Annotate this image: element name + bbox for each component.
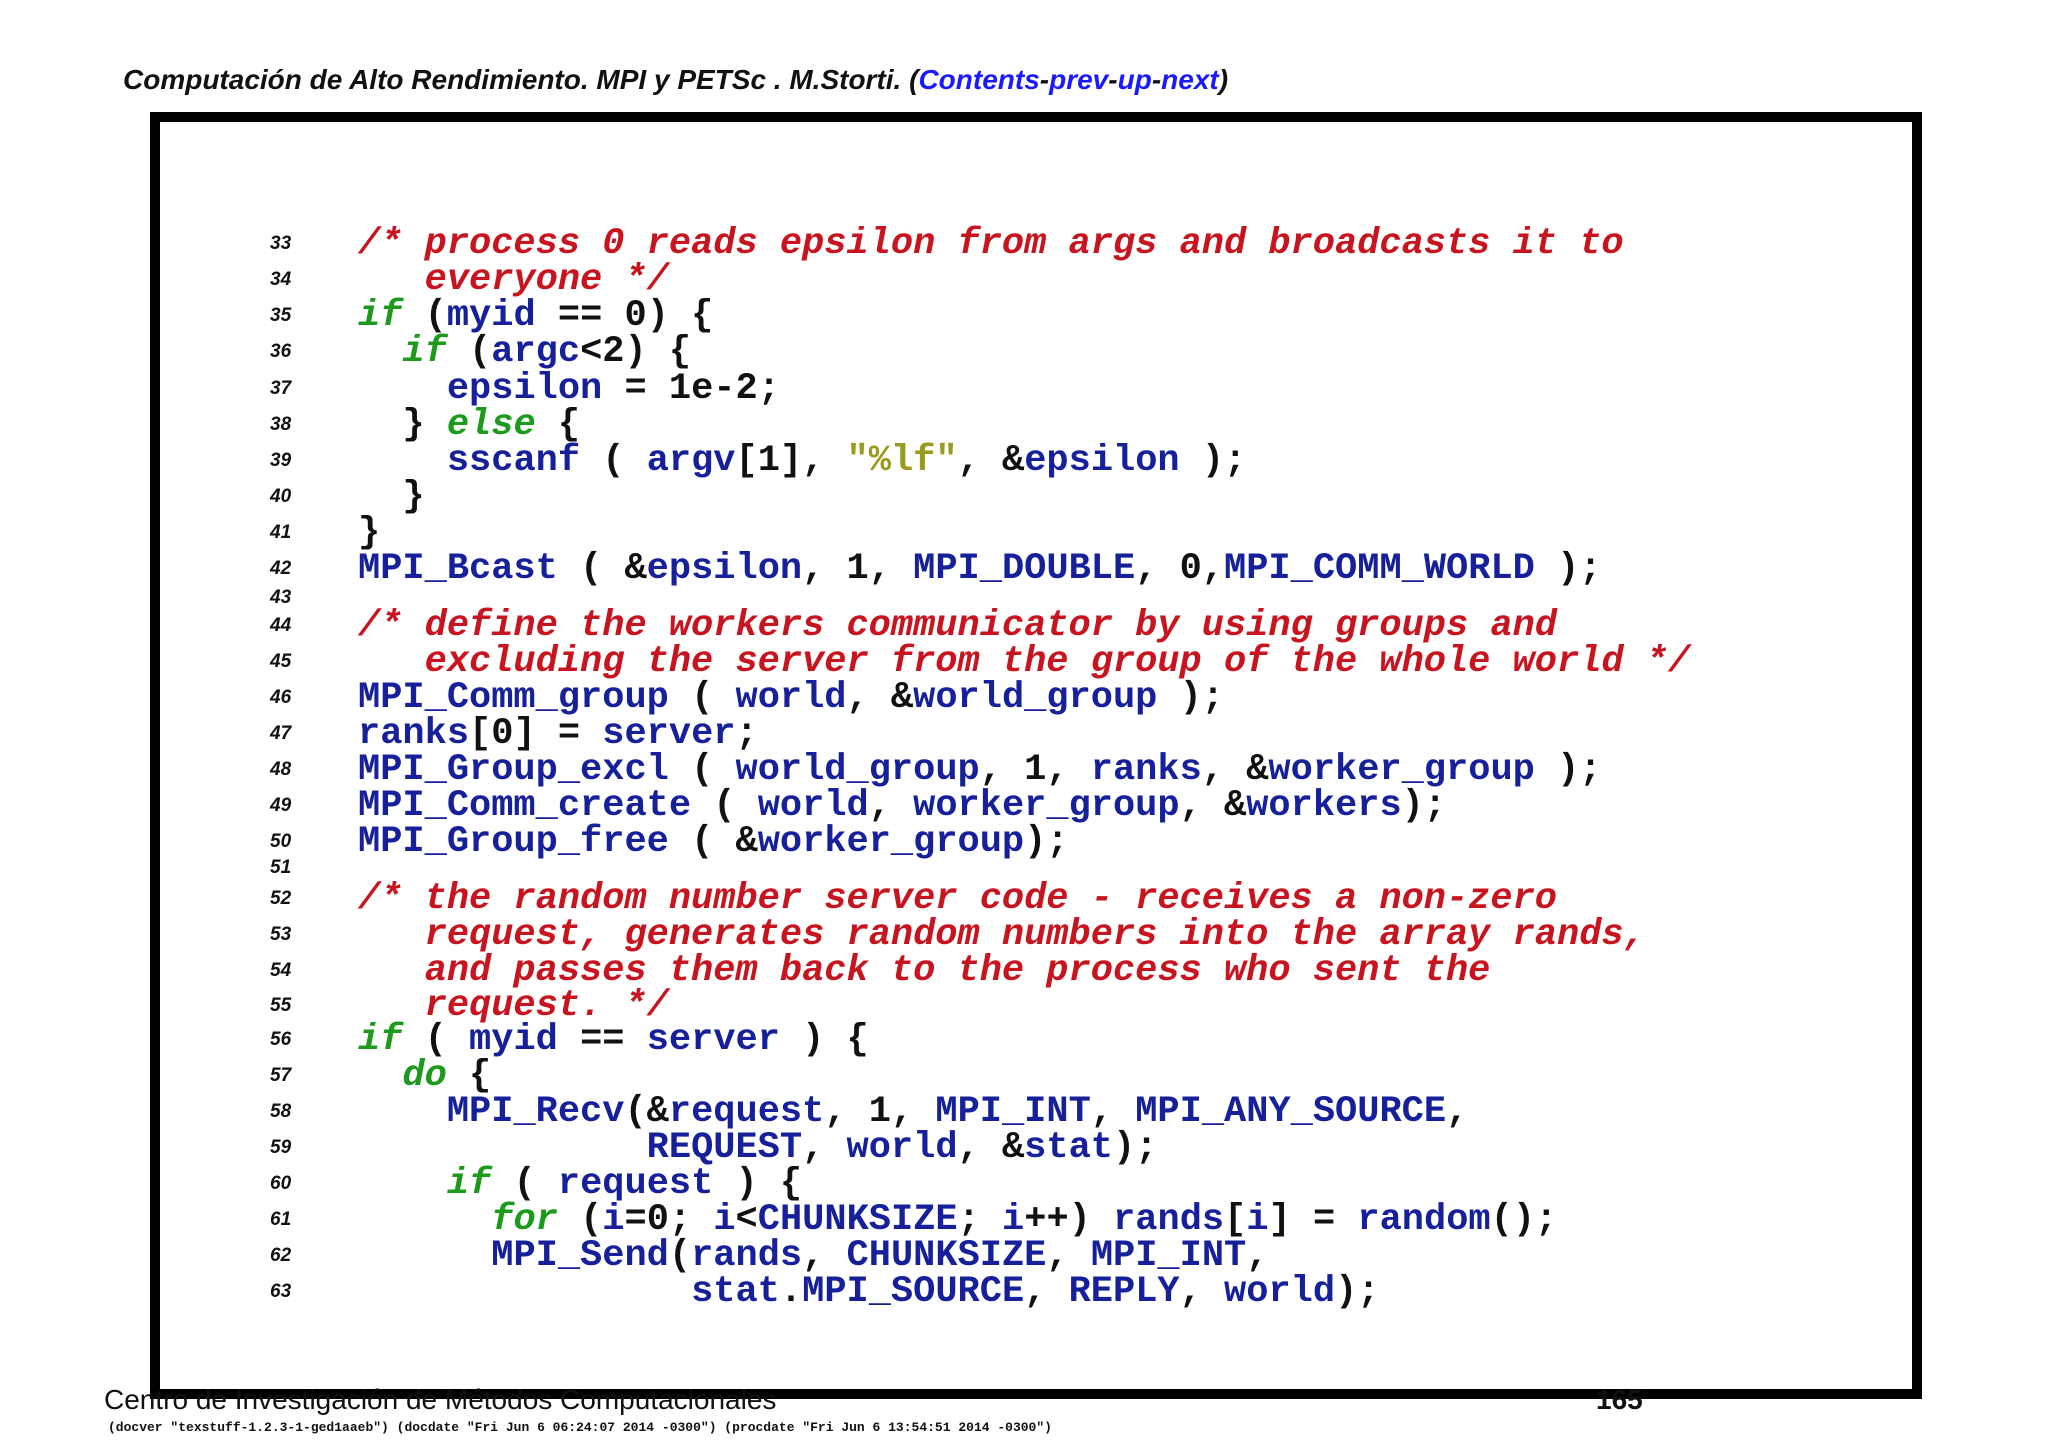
code-token: rands (691, 1235, 803, 1277)
code-token: , (1046, 1235, 1091, 1277)
code-token: "%lf" (846, 440, 958, 482)
code-text (358, 1056, 491, 1096)
code-token: , (868, 785, 914, 827)
code-token: , (802, 1235, 847, 1277)
code-token: stat (1024, 1127, 1113, 1169)
code-token: server (602, 713, 736, 755)
line-number: 51 (270, 857, 292, 878)
code-token: == (557, 1019, 647, 1061)
line-number: 57 (270, 1065, 292, 1086)
code-token: == 0) { (535, 295, 714, 337)
code-token: { (535, 404, 581, 446)
nav-next-link[interactable]: next (1161, 64, 1219, 95)
code-token (358, 1271, 691, 1313)
code-token: rands (1113, 1199, 1225, 1241)
code-token: , 1, (824, 1091, 936, 1133)
line-number: 45 (270, 651, 292, 672)
code-token: ( (446, 331, 492, 373)
code-token: ( & (668, 821, 758, 863)
code-token: ); (1179, 440, 1247, 482)
code-token: i (1246, 1199, 1269, 1241)
code-token: , 0, (1135, 548, 1225, 590)
code-token: ++) (1024, 1199, 1114, 1241)
code-token: , (1446, 1091, 1469, 1133)
line-number: 61 (270, 1209, 292, 1230)
code-token: , & (957, 440, 1025, 482)
line-number: 58 (270, 1101, 292, 1122)
code-token: , (1179, 1271, 1225, 1313)
code-token: world (735, 677, 847, 719)
code-text (358, 477, 425, 517)
code-token: { (446, 1055, 492, 1097)
footer-institution: Centro de Investigación de Métodos Computacionales (104, 1384, 777, 1415)
code-token: , (1246, 1235, 1269, 1277)
code-text (358, 260, 669, 300)
line-number: 41 (270, 522, 292, 543)
code-token: worker_group (1268, 749, 1535, 791)
nav-contents-link[interactable]: Contents (918, 64, 1040, 95)
code-token: MPI_Comm_create (358, 785, 692, 827)
code-token: ranks (358, 713, 470, 755)
code-token: ranks (1090, 749, 1202, 791)
line-number: 60 (270, 1173, 292, 1194)
line-number: 63 (270, 1281, 292, 1302)
code-token: ( (668, 749, 736, 791)
code-text (358, 332, 691, 372)
code-token: , (1024, 1271, 1069, 1313)
line-number: 36 (270, 341, 292, 362)
code-token: MPI_SOURCE (802, 1271, 1025, 1313)
code-token: CHUNKSIZE (846, 1235, 1047, 1277)
code-token: } (358, 512, 381, 554)
nav-up-link[interactable]: up (1117, 64, 1152, 95)
code-token: ); (1534, 548, 1602, 590)
code-token: ); (1401, 785, 1447, 827)
slide-frame (150, 112, 1922, 1399)
code-token: request, generates random numbers into the array rands, (358, 914, 1646, 956)
code-text (358, 296, 713, 336)
code-token: [0] = (469, 713, 603, 755)
line-number: 34 (270, 269, 292, 290)
code-token: world_group (913, 677, 1158, 719)
code-token: MPI_Group_excl (358, 749, 669, 791)
code-token: myid (469, 1019, 558, 1061)
nav-sep: - (1108, 64, 1118, 95)
code-token: MPI_Comm_group (358, 677, 669, 719)
code-token: ; (957, 1199, 1003, 1241)
code-token: <2) { (580, 331, 692, 373)
code-token: ); (1157, 677, 1225, 719)
line-number: 59 (270, 1137, 292, 1158)
code-token: epsilon (1024, 440, 1180, 482)
header-title: Computación de Alto Rendimiento. MPI y PETSc . M.Storti. (123, 64, 902, 95)
line-number: 53 (270, 924, 292, 945)
nav-close: ) (1218, 64, 1229, 95)
code-token: ( (691, 785, 758, 827)
code-token: MPI_Recv (446, 1091, 625, 1133)
code-token: , & (846, 677, 914, 719)
code-token: [1], (735, 440, 847, 482)
line-number: 55 (270, 995, 292, 1016)
line-number: 47 (270, 723, 292, 744)
page-header (123, 64, 1228, 96)
code-token: ); (1113, 1127, 1158, 1169)
code-token: ( (402, 295, 447, 337)
code-token: ( & (557, 548, 647, 590)
code-token: } (358, 404, 447, 446)
code-token: request (557, 1163, 714, 1205)
code-token: argc (491, 331, 581, 373)
code-token: ( (668, 1235, 692, 1277)
code-text (358, 405, 580, 445)
code-text (358, 1128, 1157, 1168)
code-text (358, 1236, 1268, 1276)
line-number: 48 (270, 759, 292, 780)
code-token: ] = (1268, 1199, 1358, 1241)
code-token: , & (1201, 749, 1269, 791)
code-token: for (491, 1199, 558, 1241)
code-text (358, 678, 1224, 718)
code-token: MPI_COMM_WORLD (1224, 548, 1535, 590)
code-token: REQUEST (646, 1127, 803, 1169)
code-token: else (446, 404, 536, 446)
code-token: MPI_Send (491, 1235, 669, 1277)
code-token: do (402, 1055, 447, 1097)
code-token: REPLY (1068, 1271, 1180, 1313)
code-token: worker_group (757, 821, 1025, 863)
code-token: and passes them back to the process who sent the (358, 950, 1491, 992)
line-number: 42 (270, 558, 292, 579)
code-text (358, 1020, 869, 1060)
code-token: sscanf (446, 440, 581, 482)
code-token: if (402, 331, 447, 373)
code-token: =0; (624, 1199, 714, 1241)
line-number: 43 (270, 587, 292, 608)
code-text (358, 915, 1646, 955)
code-token: request (668, 1091, 825, 1133)
code-token: request. */ (358, 985, 669, 1027)
code-token: /* the random number server code - receives a non-zero (358, 878, 1557, 920)
code-token: MPI_Group_free (358, 821, 669, 863)
line-number: 54 (270, 960, 292, 981)
code-token: workers (1246, 785, 1402, 827)
line-number: 35 (270, 305, 292, 326)
code-token: ); (1335, 1271, 1380, 1313)
code-text (358, 750, 1602, 790)
code-token: ( (580, 440, 647, 482)
code-token: = 1e-2; (602, 368, 780, 410)
code-token: , (802, 1127, 847, 1169)
code-token: everyone */ (358, 259, 669, 301)
nav-sep: - (1039, 64, 1050, 95)
code-text (358, 1092, 1468, 1132)
line-number: 56 (270, 1029, 292, 1050)
code-token: worker_group (913, 785, 1180, 827)
code-token (358, 331, 402, 373)
code-token: server (646, 1019, 780, 1061)
code-text (358, 1164, 802, 1204)
code-token: ( (491, 1163, 558, 1205)
code-token: if (446, 1163, 492, 1205)
code-token: ) { (713, 1163, 803, 1205)
code-token: excluding the server from the group of the whole world */ (358, 641, 1691, 683)
code-token: , 1, (979, 749, 1091, 791)
code-token: ) { (779, 1019, 869, 1061)
code-token: /* define the workers communicator by using groups and (358, 605, 1557, 647)
code-token: world (1224, 1271, 1336, 1313)
code-token: } (358, 476, 425, 518)
code-token: . (779, 1271, 803, 1313)
code-text (358, 369, 780, 409)
code-token: random (1357, 1199, 1491, 1241)
line-number: 38 (270, 414, 292, 435)
code-token: /* process 0 reads epsilon from args and broadcasts it to (358, 223, 1624, 265)
code-token: MPI_ANY_SOURCE (1135, 1091, 1447, 1133)
code-text (358, 1272, 1379, 1312)
code-token: i (1002, 1199, 1025, 1241)
nav-sep: - (1151, 64, 1162, 95)
code-text (358, 549, 1602, 589)
code-token: , & (1179, 785, 1247, 827)
line-number: 40 (270, 486, 292, 507)
line-number: 44 (270, 615, 292, 636)
code-token: MPI_INT (1090, 1235, 1247, 1277)
code-text (358, 606, 1557, 646)
code-text (358, 786, 1446, 826)
code-text (358, 513, 380, 553)
page-number: 165 (1596, 1384, 1643, 1415)
line-number: 52 (270, 888, 292, 909)
line-number: 50 (270, 831, 292, 852)
footer-meta: (docver "texstuff-1.2.3-1-ged1aaeb") (docdate "Fri Jun 6 06:24:07 2014 -0300") (procdate "Fri Jun 6 13:54:51 2014 -0300") (108, 1420, 1052, 1435)
code-text (358, 642, 1690, 682)
code-text (358, 879, 1557, 919)
code-token: world (757, 785, 869, 827)
line-number: 46 (270, 687, 292, 708)
code-token: (& (624, 1091, 669, 1133)
code-token: argv (646, 440, 736, 482)
nav-prev-link[interactable]: prev (1049, 64, 1109, 95)
code-token: ); (1024, 821, 1069, 863)
code-token: i (713, 1199, 736, 1241)
line-number: 37 (270, 378, 292, 399)
code-token: stat (691, 1271, 780, 1313)
code-token: CHUNKSIZE (757, 1199, 958, 1241)
code-token: if (358, 1019, 403, 1061)
code-token: world_group (735, 749, 980, 791)
code-token: epsilon (646, 548, 803, 590)
code-token: < (735, 1199, 758, 1241)
code-token: ( (402, 1019, 470, 1061)
code-token: myid (446, 295, 536, 337)
line-number: 49 (270, 795, 292, 816)
code-token: MPI_INT (935, 1091, 1091, 1133)
code-token: MPI_DOUBLE (913, 548, 1136, 590)
code-token: , (1090, 1091, 1136, 1133)
code-text (358, 714, 758, 754)
code-token: , 1, (802, 548, 914, 590)
code-token: epsilon (446, 368, 603, 410)
code-token: MPI_Bcast (358, 548, 558, 590)
line-number: 62 (270, 1245, 292, 1266)
code-token: ); (1534, 749, 1602, 791)
code-token: i (602, 1199, 625, 1241)
code-token: ; (735, 713, 758, 755)
nav-open: ( (901, 64, 919, 95)
code-token: (); (1490, 1199, 1558, 1241)
code-token: ( (557, 1199, 603, 1241)
code-token: world (846, 1127, 958, 1169)
code-token: , & (957, 1127, 1025, 1169)
code-token: if (358, 295, 403, 337)
code-token: [ (1224, 1199, 1247, 1241)
line-number: 33 (270, 233, 292, 254)
code-token: ( (668, 677, 736, 719)
code-text (358, 1200, 1557, 1240)
code-text (358, 224, 1624, 264)
code-text (358, 822, 1069, 862)
code-text (358, 441, 1246, 481)
line-number: 39 (270, 450, 292, 471)
